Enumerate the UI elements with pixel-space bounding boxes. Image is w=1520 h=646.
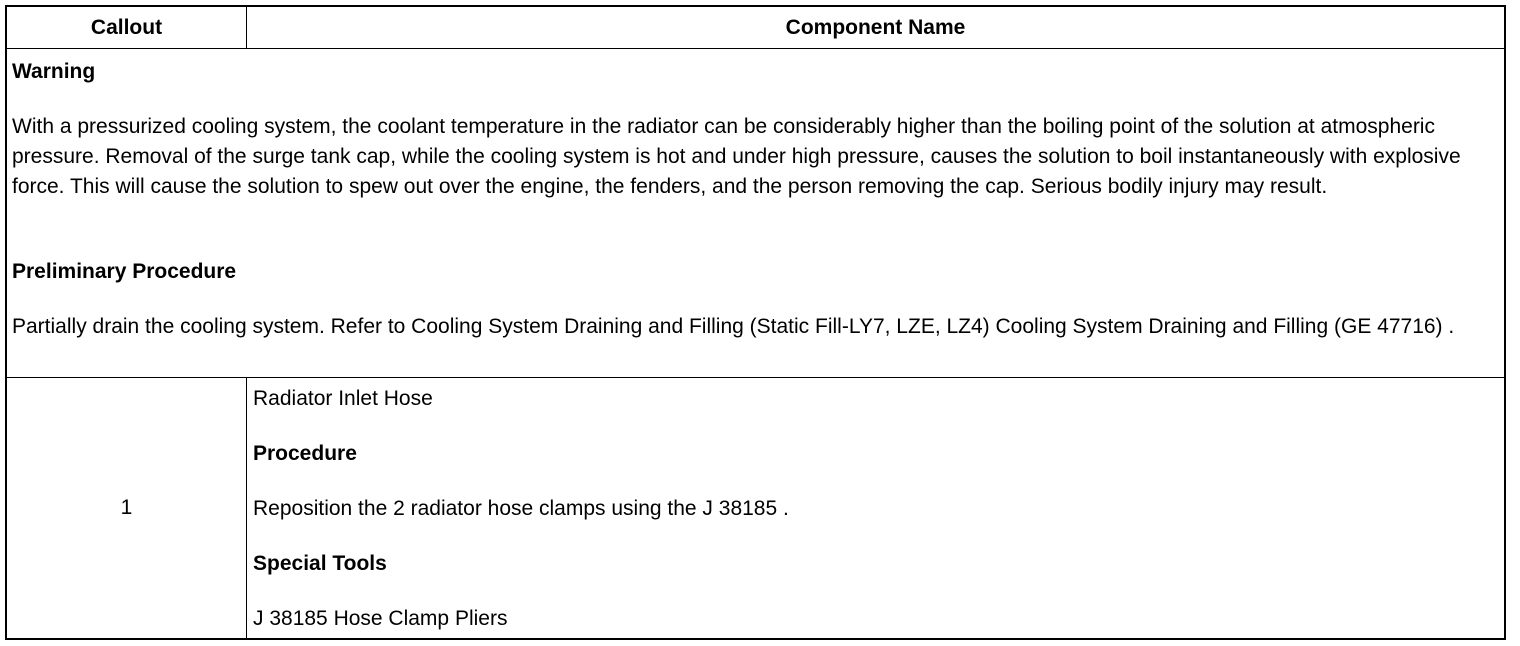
callout-number: 1 [120, 496, 133, 519]
warning-heading: Warning [12, 60, 96, 83]
special-tools-heading: Special Tools [253, 552, 387, 575]
component-table [5, 5, 1506, 640]
header-callout: Callout [90, 16, 163, 39]
notes-bottom-rule [7, 377, 1504, 378]
preliminary-procedure-text: Partially drain the cooling system. Refer to Cooling System Draining and Filling (Static Fill-LY7, LZE, LZ4) Cooling System Draining and Filling (GE 47716) . [12, 315, 1455, 338]
preliminary-procedure-heading: Preliminary Procedure [12, 260, 237, 283]
warning-text: With a pressurized cooling system, the coolant temperature in the radiator can be considerably higher than the boiling point of the solution at atmospheric pressure. Removal of the surge tank cap, while the cooling system is hot and under high pressure, causes the solution to boil instantaneously with explosive force. This will cause the solution to spew out over the engine, the fenders, and the person removing the cap. Serious bodily injury may result. [12, 115, 1461, 198]
procedure-text: Reposition the 2 radiator hose clamps using the J 38185 . [253, 497, 789, 520]
header-component-name: Component Name [785, 16, 966, 39]
component-name: Radiator Inlet Hose [253, 387, 433, 410]
procedure-heading: Procedure [253, 442, 357, 465]
special-tools-text: J 38185 Hose Clamp Pliers [253, 607, 508, 630]
header-divider [246, 7, 247, 48]
row-divider [246, 377, 247, 638]
header-bottom-rule [7, 48, 1504, 49]
